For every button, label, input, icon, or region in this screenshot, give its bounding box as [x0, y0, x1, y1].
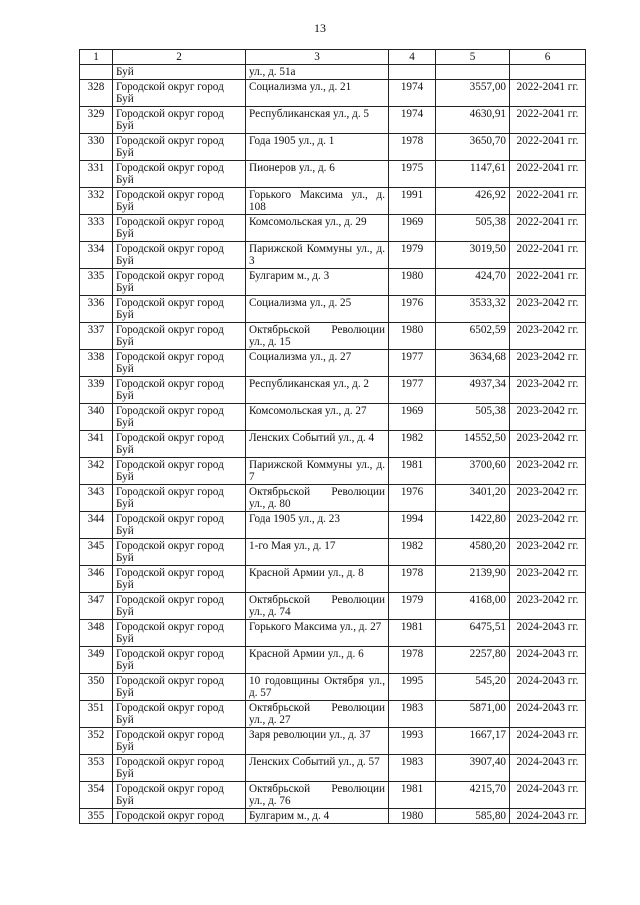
- municipality-cell: [113, 107, 246, 134]
- address-text: Заря революции ул., д. 37: [249, 729, 371, 741]
- table-row: [80, 296, 586, 323]
- address-text: Ленских Событий ул., д. 57: [249, 756, 380, 768]
- table-row: [80, 566, 586, 593]
- period-cell: 2023-2042 гг.: [510, 296, 586, 323]
- row-number-cell: 342: [80, 458, 113, 485]
- address-text: Республиканская ул., д. 2: [249, 378, 370, 390]
- table-row: [80, 350, 586, 377]
- table-row: [80, 755, 586, 782]
- municipality-cell: [113, 134, 246, 161]
- period-cell: 2023-2042 гг.: [510, 458, 586, 485]
- address-cell: [246, 647, 389, 674]
- continuation-row: [80, 65, 586, 80]
- address-text: Социализма ул., д. 25: [249, 297, 352, 309]
- address-text: Октябрьской Революции ул., д. 15: [249, 324, 385, 348]
- year-cell: 1978: [389, 647, 436, 674]
- table-row: [80, 161, 586, 188]
- municipality-cell: [113, 188, 246, 215]
- row-number-cell: 347: [80, 593, 113, 620]
- table-row: [80, 188, 586, 215]
- municipality-text: Городской округ город Буй: [116, 135, 224, 159]
- municipality-text: Городской округ город Буй: [116, 108, 224, 132]
- municipality-cell: [113, 620, 246, 647]
- municipality-text: Городской округ город Буй: [116, 729, 224, 753]
- address-text: Пионеров ул., д. 6: [249, 162, 335, 174]
- table-row: [80, 377, 586, 404]
- period-cell: 2024-2043 гг.: [510, 674, 586, 701]
- year-cell: 1969: [389, 404, 436, 431]
- table-row: [80, 674, 586, 701]
- period-cell: 2024-2043 гг.: [510, 647, 586, 674]
- row-number-cell: 348: [80, 620, 113, 647]
- table-row: [80, 485, 586, 512]
- municipality-cell: [113, 485, 246, 512]
- address-cell: [246, 458, 389, 485]
- period-cell: 2024-2043 гг.: [510, 728, 586, 755]
- page-number: 13: [314, 21, 326, 35]
- area-cell: 14552,50: [436, 431, 510, 458]
- address-cell: [246, 107, 389, 134]
- row-number-cell: 350: [80, 674, 113, 701]
- year-cell: 1983: [389, 701, 436, 728]
- year-cell: 1977: [389, 350, 436, 377]
- row-number-cell: 340: [80, 404, 113, 431]
- period-cell: 2023-2042 гг.: [510, 485, 586, 512]
- period-cell: 2022-2041 гг.: [510, 161, 586, 188]
- year-cell: 1980: [389, 809, 436, 824]
- table-row: [80, 647, 586, 674]
- address-text: Социализма ул., д. 27: [249, 351, 352, 363]
- year-cell: [389, 65, 436, 80]
- address-cell: [246, 728, 389, 755]
- column-header: 3: [246, 50, 389, 65]
- area-cell: 4168,00: [436, 593, 510, 620]
- year-cell: 1980: [389, 269, 436, 296]
- year-cell: 1976: [389, 296, 436, 323]
- area-cell: 1147,61: [436, 161, 510, 188]
- area-cell: 585,80: [436, 809, 510, 824]
- area-cell: 4630,91: [436, 107, 510, 134]
- period-cell: 2022-2041 гг.: [510, 269, 586, 296]
- municipality-cell: [113, 701, 246, 728]
- area-cell: 3019,50: [436, 242, 510, 269]
- address-cell: [246, 485, 389, 512]
- municipality-text: Городской округ город Буй: [116, 648, 224, 672]
- area-cell: 3557,00: [436, 80, 510, 107]
- period-cell: 2023-2042 гг.: [510, 539, 586, 566]
- address-text: Горького Максима ул., д. 27: [249, 621, 382, 633]
- municipality-cell: [113, 161, 246, 188]
- address-cell: [246, 323, 389, 350]
- address-text: Парижской Коммуны ул., д. 7: [249, 459, 385, 483]
- year-cell: 1974: [389, 80, 436, 107]
- address-text: Социализма ул., д. 21: [249, 81, 352, 93]
- area-cell: 1422,80: [436, 512, 510, 539]
- municipality-text: Городской округ город Буй: [116, 756, 224, 780]
- address-cell: [246, 215, 389, 242]
- period-cell: 2022-2041 гг.: [510, 215, 586, 242]
- year-cell: 1993: [389, 728, 436, 755]
- municipality-text: Городской округ город Буй: [116, 594, 224, 618]
- year-cell: 1969: [389, 215, 436, 242]
- address-text: Комсомольская ул., д. 29: [249, 216, 367, 228]
- address-cell: [246, 674, 389, 701]
- table-row: [80, 242, 586, 269]
- row-number-cell: 336: [80, 296, 113, 323]
- municipality-cell: [113, 80, 246, 107]
- period-cell: 2024-2043 гг.: [510, 755, 586, 782]
- municipality-text: Городской округ город Буй: [116, 513, 224, 537]
- municipality-text: Городской округ город Буй: [116, 189, 224, 213]
- address-cell: [246, 134, 389, 161]
- column-header: 5: [436, 50, 510, 65]
- municipality-cell: [113, 809, 246, 824]
- year-cell: 1995: [389, 674, 436, 701]
- address-text: Октябрьской Революции ул., д. 76: [249, 783, 385, 807]
- table-row: [80, 431, 586, 458]
- municipality-text: Городской округ город Буй: [116, 297, 224, 321]
- municipality-cell: [113, 431, 246, 458]
- period-cell: 2024-2043 гг.: [510, 782, 586, 809]
- table-row: [80, 134, 586, 161]
- address-cell: [246, 80, 389, 107]
- area-cell: 424,70: [436, 269, 510, 296]
- address-cell: [246, 620, 389, 647]
- row-number-cell: 355: [80, 809, 113, 824]
- municipality-cell: [113, 539, 246, 566]
- municipality-text: Городской округ город Буй: [116, 270, 224, 294]
- row-number-cell: 332: [80, 188, 113, 215]
- area-cell: 6475,51: [436, 620, 510, 647]
- period-cell: 2024-2043 гг.: [510, 701, 586, 728]
- address-cell: ул., д. 51а: [246, 65, 389, 80]
- municipality-text: Городской округ город Буй: [116, 675, 224, 699]
- municipality-cell: [113, 728, 246, 755]
- row-number-cell: 338: [80, 350, 113, 377]
- area-cell: 545,20: [436, 674, 510, 701]
- year-cell: 1981: [389, 458, 436, 485]
- address-cell: [246, 539, 389, 566]
- column-header: 1: [80, 50, 113, 65]
- row-number-cell: 339: [80, 377, 113, 404]
- table-row: [80, 512, 586, 539]
- address-text: Года 1905 ул., д. 1: [249, 135, 335, 147]
- municipality-text: Городской округ город Буй: [116, 702, 224, 726]
- row-number-cell: 329: [80, 107, 113, 134]
- address-text: Булгарим м., д. 3: [249, 270, 330, 282]
- address-cell: [246, 809, 389, 824]
- period-cell: 2024-2043 гг.: [510, 620, 586, 647]
- address-cell: [246, 755, 389, 782]
- municipality-cell: [113, 512, 246, 539]
- year-cell: 1979: [389, 593, 436, 620]
- column-header: 6: [510, 50, 586, 65]
- address-cell: [246, 377, 389, 404]
- area-cell: 6502,59: [436, 323, 510, 350]
- row-number-cell: 352: [80, 728, 113, 755]
- address-text: Года 1905 ул., д. 23: [249, 513, 340, 525]
- year-cell: 1982: [389, 539, 436, 566]
- address-cell: [246, 782, 389, 809]
- year-cell: 1977: [389, 377, 436, 404]
- municipality-cell: [113, 269, 246, 296]
- column-header: 2: [113, 50, 246, 65]
- table-header-row: [80, 50, 586, 65]
- municipality-text: Городской округ город Буй: [116, 459, 224, 483]
- municipality-cell: [113, 215, 246, 242]
- year-cell: 1980: [389, 323, 436, 350]
- table-row: [80, 215, 586, 242]
- municipality-text: Городской округ город Буй: [116, 243, 224, 267]
- address-text: 10 годовщины Октября ул., д. 57: [249, 675, 385, 699]
- column-header: 4: [389, 50, 436, 65]
- municipality-text: Городской округ город Буй: [116, 432, 224, 456]
- year-cell: 1994: [389, 512, 436, 539]
- year-cell: 1978: [389, 566, 436, 593]
- municipality-text: Городской округ город Буй: [116, 405, 224, 429]
- municipality-cell: [113, 566, 246, 593]
- municipality-cell: [113, 377, 246, 404]
- area-cell: 4937,34: [436, 377, 510, 404]
- area-cell: 3634,68: [436, 350, 510, 377]
- row-number-cell: 344: [80, 512, 113, 539]
- year-cell: 1982: [389, 431, 436, 458]
- address-text: Горького Максима ул., д. 108: [249, 189, 385, 213]
- address-cell: [246, 161, 389, 188]
- year-cell: 1991: [389, 188, 436, 215]
- address-text: Октябрьской Революции ул., д. 27: [249, 702, 385, 726]
- address-text: 1-го Мая ул., д. 17: [249, 540, 336, 552]
- row-number-cell: 346: [80, 566, 113, 593]
- municipality-text: Городской округ город Буй: [116, 324, 224, 348]
- table-row: [80, 593, 586, 620]
- address-cell: [246, 269, 389, 296]
- area-cell: 505,38: [436, 404, 510, 431]
- area-cell: 505,38: [436, 215, 510, 242]
- area-cell: 3401,20: [436, 485, 510, 512]
- table-row: [80, 809, 586, 824]
- address-text: Комсомольская ул., д. 27: [249, 405, 367, 417]
- period-cell: 2023-2042 гг.: [510, 350, 586, 377]
- municipality-cell: [113, 674, 246, 701]
- municipality-cell: [113, 782, 246, 809]
- municipality-cell: [113, 593, 246, 620]
- row-number-cell: 335: [80, 269, 113, 296]
- row-number-cell: 354: [80, 782, 113, 809]
- municipality-text: Городской округ город Буй: [116, 540, 224, 564]
- table-row: [80, 782, 586, 809]
- row-number-cell: 343: [80, 485, 113, 512]
- municipality-cell: [113, 323, 246, 350]
- row-number-cell: 349: [80, 647, 113, 674]
- table-row: [80, 80, 586, 107]
- address-cell: [246, 593, 389, 620]
- period-cell: 2023-2042 гг.: [510, 431, 586, 458]
- housing-registry-table: [79, 49, 586, 824]
- area-cell: 3907,40: [436, 755, 510, 782]
- municipality-text: Городской округ город Буй: [116, 567, 224, 591]
- row-number-cell: 328: [80, 80, 113, 107]
- period-cell: 2022-2041 гг.: [510, 80, 586, 107]
- table-row: [80, 269, 586, 296]
- row-number-cell: 334: [80, 242, 113, 269]
- row-number-cell: 353: [80, 755, 113, 782]
- address-cell: [246, 242, 389, 269]
- area-cell: 1667,17: [436, 728, 510, 755]
- address-cell: [246, 701, 389, 728]
- area-cell: 4580,20: [436, 539, 510, 566]
- row-number-cell: 337: [80, 323, 113, 350]
- municipality-cell: [113, 242, 246, 269]
- table-row: [80, 539, 586, 566]
- period-cell: 2023-2042 гг.: [510, 566, 586, 593]
- address-cell: [246, 296, 389, 323]
- year-cell: 1979: [389, 242, 436, 269]
- municipality-cell: [113, 458, 246, 485]
- period-cell: 2024-2043 гг.: [510, 809, 586, 824]
- address-text: Красной Армии ул., д. 8: [249, 567, 364, 579]
- address-text: Парижской Коммуны ул., д. 3: [249, 243, 385, 267]
- address-text: Ленских Событий ул., д. 4: [249, 432, 375, 444]
- year-cell: 1981: [389, 620, 436, 647]
- area-cell: 3650,70: [436, 134, 510, 161]
- address-text: Красной Армии ул., д. 6: [249, 648, 364, 660]
- address-cell: [246, 188, 389, 215]
- address-cell: [246, 512, 389, 539]
- address-text: Республиканская ул., д. 5: [249, 108, 370, 120]
- year-cell: 1976: [389, 485, 436, 512]
- period-cell: 2022-2041 гг.: [510, 188, 586, 215]
- year-cell: 1974: [389, 107, 436, 134]
- address-text: Октябрьской Революции ул., д. 80: [249, 486, 385, 510]
- area-cell: 2139,90: [436, 566, 510, 593]
- municipality-cell: [113, 755, 246, 782]
- row-number-cell: 351: [80, 701, 113, 728]
- row-number-cell: 333: [80, 215, 113, 242]
- table-row: [80, 404, 586, 431]
- year-cell: 1981: [389, 782, 436, 809]
- row-number-cell: 345: [80, 539, 113, 566]
- year-cell: 1975: [389, 161, 436, 188]
- period-cell: 2022-2041 гг.: [510, 134, 586, 161]
- area-cell: 426,92: [436, 188, 510, 215]
- period-cell: [510, 65, 586, 80]
- municipality-text: Городской округ город Буй: [116, 216, 224, 240]
- address-cell: [246, 404, 389, 431]
- address-cell: [246, 566, 389, 593]
- municipality-text: Городской округ город: [116, 810, 224, 822]
- period-cell: 2023-2042 гг.: [510, 323, 586, 350]
- table-row: [80, 323, 586, 350]
- municipality-text: Городской округ город Буй: [116, 621, 224, 645]
- row-number-cell: 331: [80, 161, 113, 188]
- table-row: [80, 620, 586, 647]
- municipality-cell: Буй: [113, 65, 246, 80]
- address-text: Октябрьской Революции ул., д. 74: [249, 594, 385, 618]
- address-cell: [246, 431, 389, 458]
- municipality-text: Городской округ город Буй: [116, 162, 224, 186]
- municipality-cell: [113, 350, 246, 377]
- address-cell: [246, 350, 389, 377]
- area-cell: [436, 65, 510, 80]
- area-cell: 2257,80: [436, 647, 510, 674]
- period-cell: 2023-2042 гг.: [510, 404, 586, 431]
- municipality-text: Городской округ город Буй: [116, 81, 224, 105]
- municipality-cell: [113, 647, 246, 674]
- table-row: [80, 107, 586, 134]
- area-cell: 5871,00: [436, 701, 510, 728]
- period-cell: 2022-2041 гг.: [510, 107, 586, 134]
- address-text: Булгарим м., д. 4: [249, 810, 330, 822]
- municipality-text: Городской округ город Буй: [116, 783, 224, 807]
- municipality-text: Городской округ город Буй: [116, 486, 224, 510]
- area-cell: 3533,32: [436, 296, 510, 323]
- row-number-cell: [80, 65, 113, 80]
- year-cell: 1983: [389, 755, 436, 782]
- municipality-cell: [113, 404, 246, 431]
- area-cell: 4215,70: [436, 782, 510, 809]
- period-cell: 2023-2042 гг.: [510, 512, 586, 539]
- municipality-text: Городской округ город Буй: [116, 351, 224, 375]
- row-number-cell: 330: [80, 134, 113, 161]
- table-row: [80, 458, 586, 485]
- municipality-text: Городской округ город Буй: [116, 378, 224, 402]
- row-number-cell: 341: [80, 431, 113, 458]
- year-cell: 1978: [389, 134, 436, 161]
- table-row: [80, 701, 586, 728]
- area-cell: 3700,60: [436, 458, 510, 485]
- period-cell: 2023-2042 гг.: [510, 593, 586, 620]
- municipality-cell: [113, 296, 246, 323]
- period-cell: 2022-2041 гг.: [510, 242, 586, 269]
- table-row: [80, 728, 586, 755]
- period-cell: 2023-2042 гг.: [510, 377, 586, 404]
